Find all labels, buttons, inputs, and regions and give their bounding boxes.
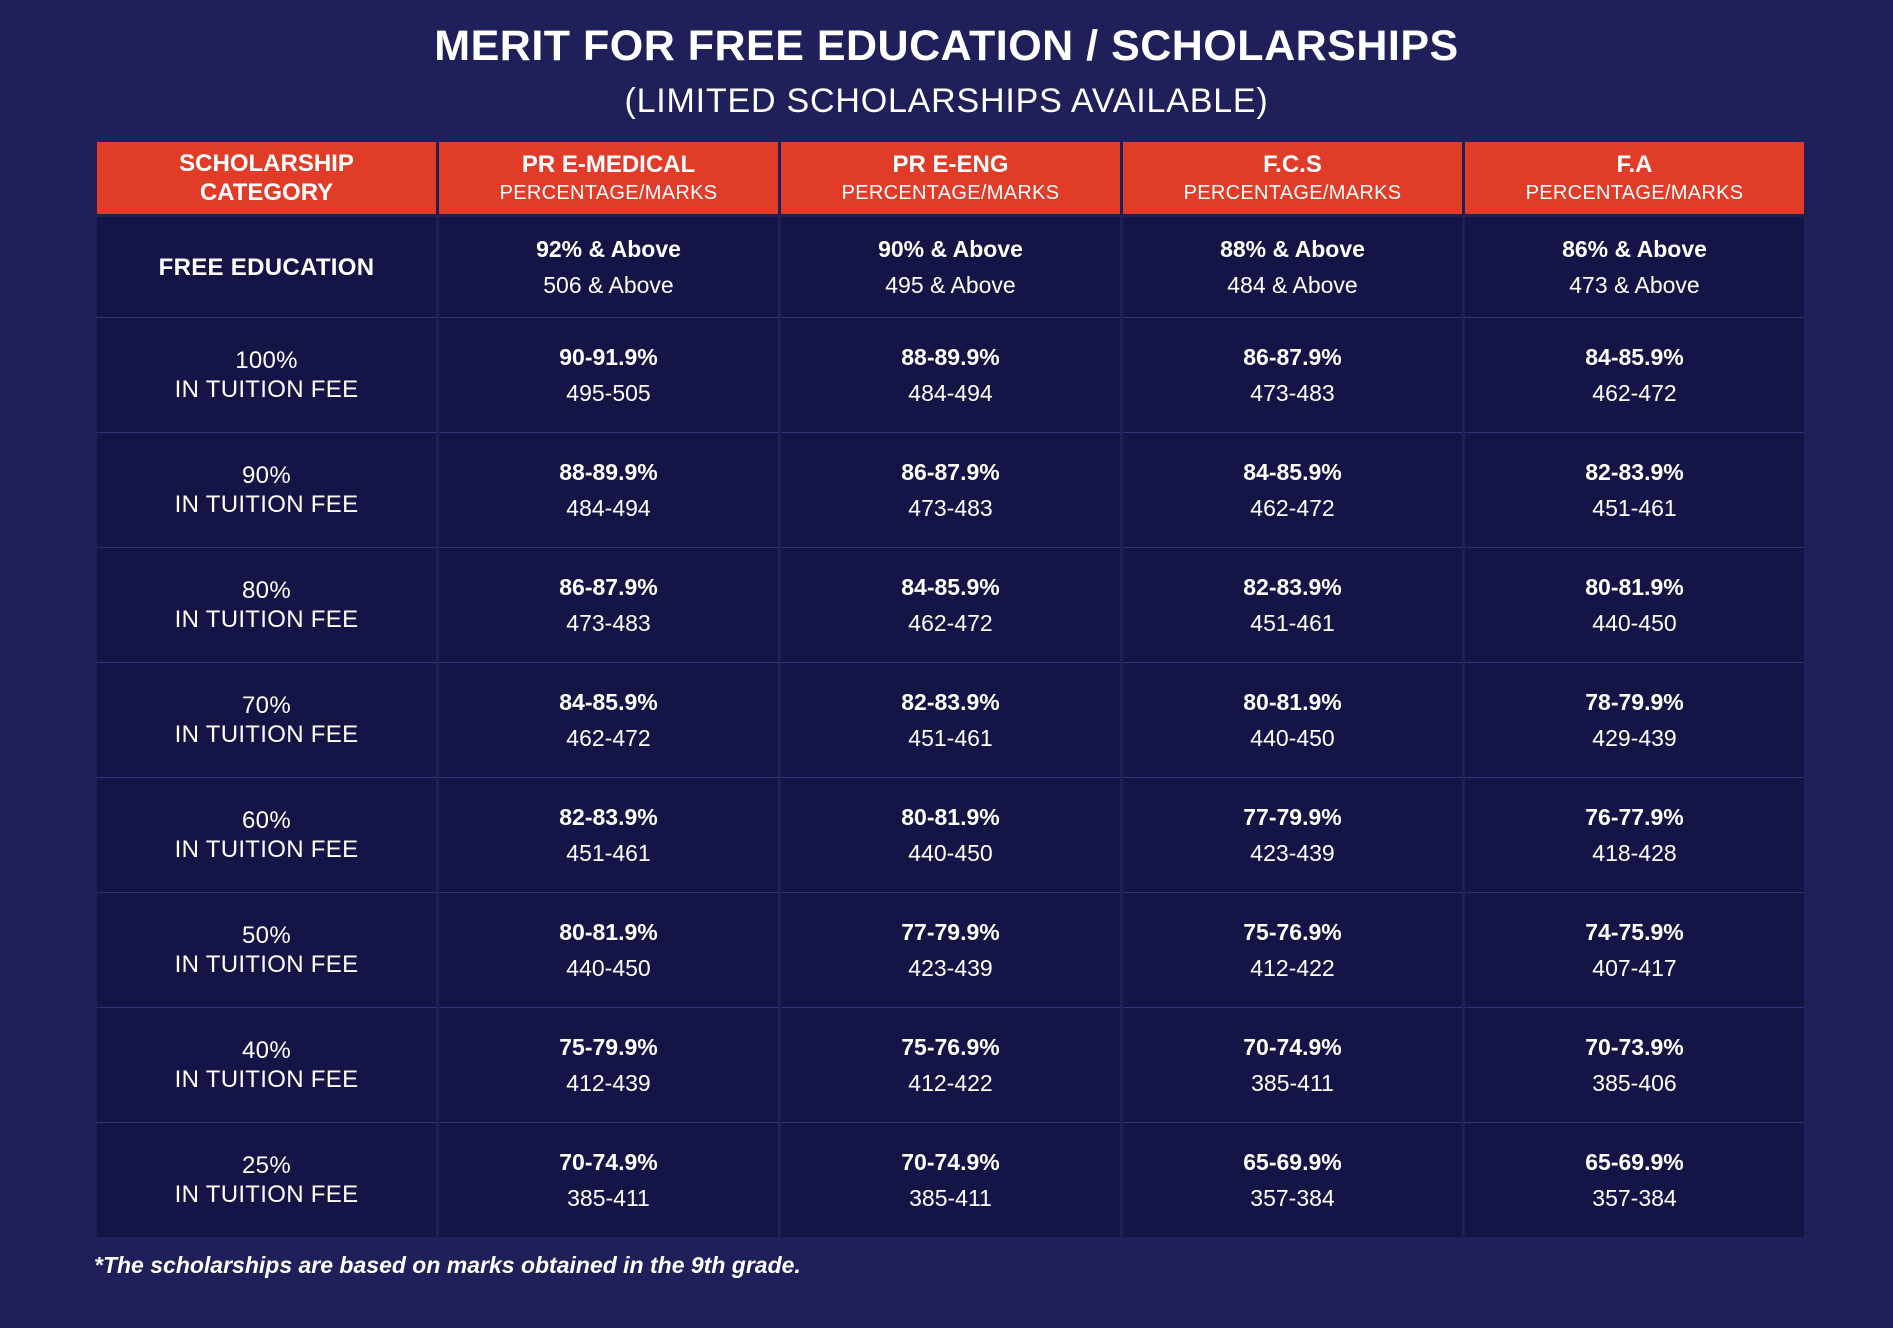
cell-marks: 451-461 — [566, 840, 651, 866]
cell-marks: 451-461 — [1250, 610, 1335, 636]
table-cell — [1123, 433, 1462, 548]
header-fcs — [1123, 142, 1462, 217]
cell-percentage: 82-83.9% — [901, 689, 1000, 715]
cell-percentage: 77-79.9% — [901, 919, 1000, 945]
row-category — [97, 778, 436, 893]
table-cell — [1465, 893, 1804, 1008]
table-cell — [439, 893, 778, 1008]
table-cell — [781, 1008, 1120, 1123]
header-column-name: PR E-MEDICAL — [521, 151, 696, 178]
cell-marks: 423-439 — [1250, 840, 1335, 866]
cell-marks: 484-494 — [566, 495, 651, 521]
table-cell — [781, 663, 1120, 778]
cell-marks: 451-461 — [1592, 495, 1677, 521]
row-category-label: IN TUITION FEE — [174, 1181, 359, 1208]
row-category — [97, 548, 436, 663]
cell-percentage: 65-69.9% — [1585, 1149, 1684, 1175]
table-cell — [439, 663, 778, 778]
cell-marks: 440-450 — [1592, 610, 1677, 636]
table-cell — [1465, 663, 1804, 778]
table-cell — [439, 318, 778, 433]
cell-marks: 473-483 — [908, 495, 993, 521]
cell-percentage: 84-85.9% — [1585, 344, 1684, 370]
table-cell — [781, 778, 1120, 893]
table-cell — [1465, 1123, 1804, 1237]
footnote: *The scholarships are based on marks obtained in the 9th grade. — [94, 1252, 801, 1278]
header-column-sub: PERCENTAGE/MARKS — [1183, 182, 1402, 204]
cell-marks: 462-472 — [1592, 380, 1677, 406]
row-category-percent: 40% — [242, 1037, 291, 1064]
table-cell — [1123, 663, 1462, 778]
cell-percentage: 70-74.9% — [901, 1149, 1000, 1175]
cell-marks: 423-439 — [908, 955, 993, 981]
page-title: MERIT FOR FREE EDUCATION / SCHOLARSHIPS — [434, 22, 1459, 70]
cell-marks: 451-461 — [908, 725, 993, 751]
cell-percentage: 88-89.9% — [559, 459, 658, 485]
table-row-free-education — [97, 217, 1804, 318]
cell-marks: 412-422 — [908, 1070, 993, 1096]
cell-marks: 385-411 — [909, 1185, 992, 1211]
header-category-line1: SCHOLARSHIP — [179, 150, 354, 177]
header-scholarship-category — [97, 142, 436, 217]
cell-percentage: 70-73.9% — [1585, 1034, 1684, 1060]
cell-marks: 484 & Above — [1227, 272, 1358, 298]
header-column-sub: PERCENTAGE/MARKS — [841, 182, 1060, 204]
cell-marks: 407-417 — [1592, 955, 1677, 981]
table-cell — [439, 433, 778, 548]
cell-marks: 473-483 — [1250, 380, 1335, 406]
table-cell — [439, 1123, 778, 1237]
cell-percentage: 75-76.9% — [901, 1034, 1000, 1060]
table-row — [97, 893, 1804, 1008]
cell-percentage: 90-91.9% — [559, 344, 658, 370]
table-row — [97, 663, 1804, 778]
row-category-percent: 25% — [242, 1152, 291, 1179]
row-category — [97, 1123, 436, 1237]
cell-percentage: 88% & Above — [1220, 236, 1365, 262]
cell-percentage: 80-81.9% — [559, 919, 658, 945]
cell-percentage: 86-87.9% — [1243, 344, 1342, 370]
cell-percentage: 70-74.9% — [1243, 1034, 1342, 1060]
row-category-label: IN TUITION FEE — [174, 376, 359, 403]
table-row — [97, 1123, 1804, 1237]
cell-percentage: 78-79.9% — [1585, 689, 1684, 715]
cell-percentage: 80-81.9% — [901, 804, 1000, 830]
cell-percentage: 86-87.9% — [559, 574, 658, 600]
cell-marks: 473 & Above — [1569, 272, 1700, 298]
cell-marks: 357-384 — [1250, 1185, 1335, 1211]
row-category-percent: 60% — [242, 807, 291, 834]
table-cell — [1123, 778, 1462, 893]
table-cell — [1123, 318, 1462, 433]
header-column-sub: PERCENTAGE/MARKS — [499, 182, 718, 204]
table-cell — [1465, 1008, 1804, 1123]
cell-marks: 440-450 — [566, 955, 651, 981]
cell-percentage: 65-69.9% — [1243, 1149, 1342, 1175]
row-category-label: IN TUITION FEE — [174, 491, 359, 518]
table-row — [97, 778, 1804, 893]
table-cell — [1465, 433, 1804, 548]
cell-marks: 495 & Above — [885, 272, 1016, 298]
row-category — [97, 217, 436, 318]
table-cell — [781, 1123, 1120, 1237]
row-category — [97, 318, 436, 433]
row-category-percent: 70% — [242, 692, 291, 719]
cell-percentage: 84-85.9% — [901, 574, 1000, 600]
cell-marks: 462-472 — [566, 725, 651, 751]
row-category-percent: 100% — [235, 347, 298, 374]
table-cell — [781, 548, 1120, 663]
table-cell — [781, 893, 1120, 1008]
cell-percentage: 80-81.9% — [1243, 689, 1342, 715]
table-row — [97, 433, 1804, 548]
row-category-label: IN TUITION FEE — [174, 721, 359, 748]
cell-marks: 440-450 — [1250, 725, 1335, 751]
row-category — [97, 893, 436, 1008]
cell-marks: 462-472 — [1250, 495, 1335, 521]
table-cell — [781, 433, 1120, 548]
cell-percentage: 88-89.9% — [901, 344, 1000, 370]
table-row — [97, 1008, 1804, 1123]
cell-percentage: 80-81.9% — [1585, 574, 1684, 600]
row-category-label: IN TUITION FEE — [174, 836, 359, 863]
cell-marks: 473-483 — [566, 610, 651, 636]
cell-marks: 357-384 — [1592, 1185, 1677, 1211]
row-category — [97, 663, 436, 778]
header-fa — [1465, 142, 1804, 217]
row-category-percent: 50% — [242, 922, 291, 949]
header-pre-medical — [439, 142, 778, 217]
row-category-label: FREE EDUCATION — [158, 253, 375, 281]
cell-marks: 506 & Above — [543, 272, 674, 298]
cell-percentage: 70-74.9% — [559, 1149, 658, 1175]
table-row — [97, 318, 1804, 433]
cell-marks: 495-505 — [566, 380, 651, 406]
header-column-sub: PERCENTAGE/MARKS — [1525, 182, 1744, 204]
table-cell — [781, 217, 1120, 318]
cell-percentage: 82-83.9% — [1585, 459, 1684, 485]
table-cell — [1123, 548, 1462, 663]
cell-percentage: 82-83.9% — [559, 804, 658, 830]
cell-percentage: 76-77.9% — [1585, 804, 1684, 830]
row-category — [97, 433, 436, 548]
cell-marks: 462-472 — [908, 610, 993, 636]
table-cell — [1465, 778, 1804, 893]
cell-marks: 429-439 — [1592, 725, 1677, 751]
table-cell — [1465, 217, 1804, 318]
row-category-label: IN TUITION FEE — [174, 606, 359, 633]
table-cell — [439, 1008, 778, 1123]
cell-percentage: 84-85.9% — [559, 689, 658, 715]
table-row — [97, 548, 1804, 663]
table-cell — [1465, 548, 1804, 663]
page-subtitle: (LIMITED SCHOLARSHIPS AVAILABLE) — [624, 82, 1269, 120]
table-cell — [439, 217, 778, 318]
cell-percentage: 86% & Above — [1562, 236, 1707, 262]
cell-percentage: 82-83.9% — [1243, 574, 1342, 600]
cell-percentage: 75-79.9% — [559, 1034, 658, 1060]
table-cell — [1123, 217, 1462, 318]
table-header-row — [97, 142, 1804, 217]
cell-percentage: 92% & Above — [536, 236, 681, 262]
cell-marks: 440-450 — [908, 840, 993, 866]
table-cell — [1123, 1123, 1462, 1237]
cell-percentage: 75-76.9% — [1243, 919, 1342, 945]
table-cell — [1123, 893, 1462, 1008]
table-cell — [439, 548, 778, 663]
cell-marks: 385-411 — [1251, 1070, 1334, 1096]
row-category-label: IN TUITION FEE — [174, 951, 359, 978]
cell-marks: 484-494 — [908, 380, 993, 406]
header-column-name: PR E-ENG — [892, 151, 1009, 178]
cell-percentage: 77-79.9% — [1243, 804, 1342, 830]
table-cell — [781, 318, 1120, 433]
row-category-percent: 80% — [242, 577, 291, 604]
cell-marks: 412-422 — [1250, 955, 1335, 981]
scholarship-table — [94, 142, 1807, 1237]
table-cell — [439, 778, 778, 893]
header-column-name: F.C.S — [1263, 151, 1322, 178]
cell-marks: 385-406 — [1592, 1070, 1677, 1096]
header-pre-eng — [781, 142, 1120, 217]
header-category-line2: CATEGORY — [199, 179, 334, 206]
cell-marks: 385-411 — [567, 1185, 650, 1211]
cell-percentage: 86-87.9% — [901, 459, 1000, 485]
cell-marks: 412-439 — [566, 1070, 651, 1096]
row-category — [97, 1008, 436, 1123]
table-cell — [1465, 318, 1804, 433]
row-category-percent: 90% — [242, 462, 291, 489]
cell-percentage: 90% & Above — [878, 236, 1023, 262]
cell-percentage: 74-75.9% — [1585, 919, 1684, 945]
header-column-name: F.A — [1616, 151, 1653, 178]
cell-marks: 418-428 — [1592, 840, 1677, 866]
table-cell — [1123, 1008, 1462, 1123]
cell-percentage: 84-85.9% — [1243, 459, 1342, 485]
row-category-label: IN TUITION FEE — [174, 1066, 359, 1093]
